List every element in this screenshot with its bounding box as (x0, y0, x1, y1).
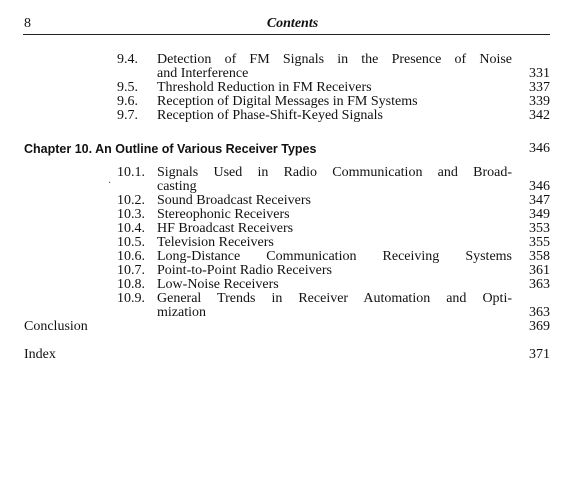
toc-entry-number: 10.3. (117, 207, 145, 222)
toc-entry-title-cont: mization (157, 305, 206, 320)
toc-entry-title: Detection of FM Signals in the Presence of Noise (157, 52, 512, 67)
page-title: Contents (266, 16, 319, 31)
toc-entry-page: 363 (529, 305, 550, 320)
toc-entry-title-cont: casting (157, 179, 197, 194)
toc-entry-title: Point-to-Point Radio Receivers (157, 263, 332, 278)
toc-entry-title: Stereophonic Receivers (157, 207, 290, 222)
toc-entry-title: General Trends in Receiver Automation and Opti- (157, 291, 512, 306)
toc-entry-title: Reception of Phase-Shift-Keyed Signals (157, 108, 383, 123)
toc-entry-title: Threshold Reduction in FM Receivers (157, 80, 372, 95)
toc-entry-title: Reception of Digital Messages in FM Systems (157, 94, 418, 109)
toc-entry-page: 361 (529, 263, 550, 278)
stray-dot: · (108, 178, 112, 189)
conclusion-page: 369 (529, 319, 550, 334)
header-rule (23, 34, 550, 35)
toc-entry-title: Low-Noise Receivers (157, 277, 279, 292)
conclusion-label: Conclusion (24, 319, 88, 334)
toc-entry-page: 353 (529, 221, 550, 236)
toc-entry-page: 346 (529, 179, 550, 194)
toc-entry-page: 331 (529, 66, 550, 81)
page-number: 8 (24, 16, 31, 31)
toc-entry-title-cont: and Interference (157, 66, 249, 81)
toc-entry-number: 9.7. (117, 108, 138, 123)
toc-entry-title: Sound Broadcast Receivers (157, 193, 311, 208)
chapter-heading: Chapter 10. An Outline of Various Receiver Types (24, 142, 317, 156)
toc-entry-number: 10.9. (117, 291, 145, 306)
toc-entry-number: 9.5. (117, 80, 138, 95)
toc-entry-number: 10.7. (117, 263, 145, 278)
toc-entry-page: 363 (529, 277, 550, 292)
toc-entry-page: 339 (529, 94, 550, 109)
toc-entry-page: 337 (529, 80, 550, 95)
toc-entry-page: 342 (529, 108, 550, 123)
toc-entry-page: 349 (529, 207, 550, 222)
toc-entry-page: 347 (529, 193, 550, 208)
toc-entry-title: Long-Distance Communication Receiving Systems (157, 249, 512, 264)
toc-entry-number: 10.1. (117, 165, 145, 180)
index-page: 371 (529, 347, 550, 362)
toc-entry-title: Signals Used in Radio Communication and Broad- (157, 165, 512, 180)
toc-entry-number: 10.4. (117, 221, 145, 236)
chapter-page: 346 (529, 141, 550, 156)
toc-entry-number: 10.6. (117, 249, 145, 264)
toc-entry-number: 9.4. (117, 52, 138, 67)
toc-entry-title: Television Receivers (157, 235, 274, 250)
toc-entry-number: 10.8. (117, 277, 145, 292)
toc-entry-number: 9.6. (117, 94, 138, 109)
toc-entry-page: 355 (529, 235, 550, 250)
toc-entry-number: 10.2. (117, 193, 145, 208)
index-label: Index (24, 347, 56, 362)
toc-entry-page: 358 (529, 249, 550, 264)
toc-entry-number: 10.5. (117, 235, 145, 250)
toc-entry-title: HF Broadcast Receivers (157, 221, 294, 236)
